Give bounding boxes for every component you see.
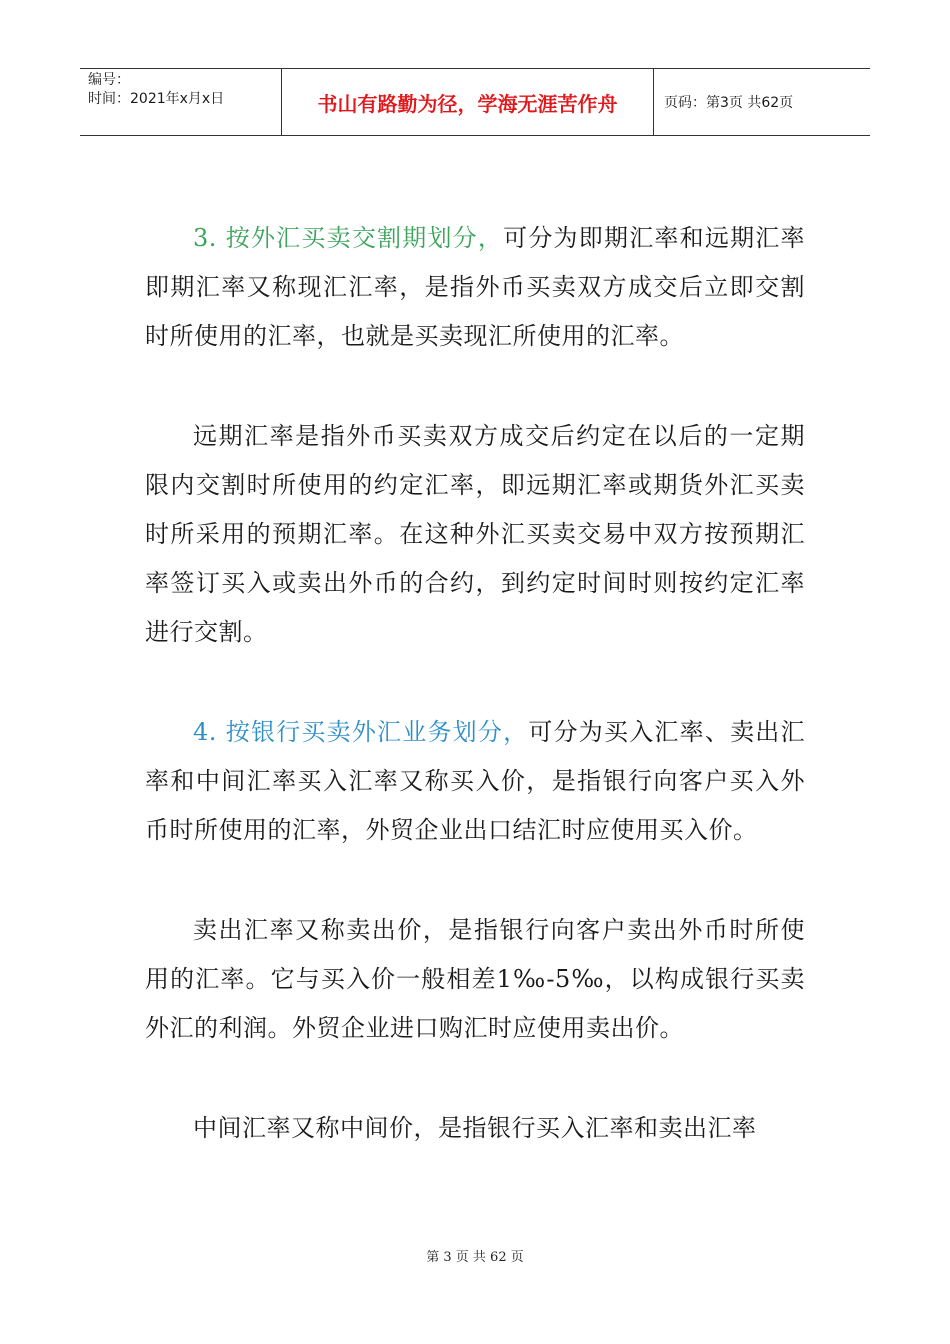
paragraph-5 [145, 1104, 805, 1153]
paragraph-text: 可分为买入汇率、卖出汇率和中间汇率买入汇率又称买入价，是指银行向客户买入外币时所使用的汇率，外贸企业出口结汇时应使用买入价。 [145, 718, 806, 844]
paragraph-1 [145, 214, 805, 361]
page-footer: 第 3 页 共 62 页 [426, 1250, 524, 1265]
header-meta [80, 69, 282, 135]
header-motto: 书山有路勤为径，学海无涯苦作舟 [282, 69, 654, 135]
paragraph-text: 远期汇率是指外币买卖双方成交后约定在以后的一定期限内交割时所使用的约定汇率，即远期汇率或期货外汇买卖时所采用的预期汇率。在这种外汇买卖交易中双方按预期汇率签订买入或卖出外币的合约，到约定时间时则按约定汇率进行交割。 [145, 422, 805, 646]
section-heading-3: 3. 按外汇买卖交割期划分， [193, 224, 504, 252]
time-label: 时间：2021年x月x日 [88, 91, 225, 107]
section-heading-4: 4. 按银行买卖外汇业务划分， [193, 718, 529, 746]
document-body [145, 214, 805, 1204]
header-page-info: 页码：第3页 共62页 [664, 95, 794, 111]
number-label: 编号： [88, 72, 130, 88]
page-header [80, 68, 870, 136]
paragraph-text: 中间汇率又称中间价，是指银行买入汇率和卖出汇率 [193, 1114, 757, 1142]
paragraph-3 [145, 708, 805, 855]
paragraph-2 [145, 412, 805, 657]
paragraph-4 [145, 906, 805, 1053]
paragraph-text: 可分为即期汇率和远期汇率即期汇率又称现汇汇率，是指外币买卖双方成交后立即交割时所使用的汇率，也就是买卖现汇所使用的汇率。 [145, 224, 806, 350]
paragraph-text: 卖出汇率又称卖出价，是指银行向客户卖出外币时所使用的汇率。它与买入价一般相差1‰-5‰，以构成银行买卖外汇的利润。外贸企业进口购汇时应使用卖出价。 [145, 916, 805, 1042]
